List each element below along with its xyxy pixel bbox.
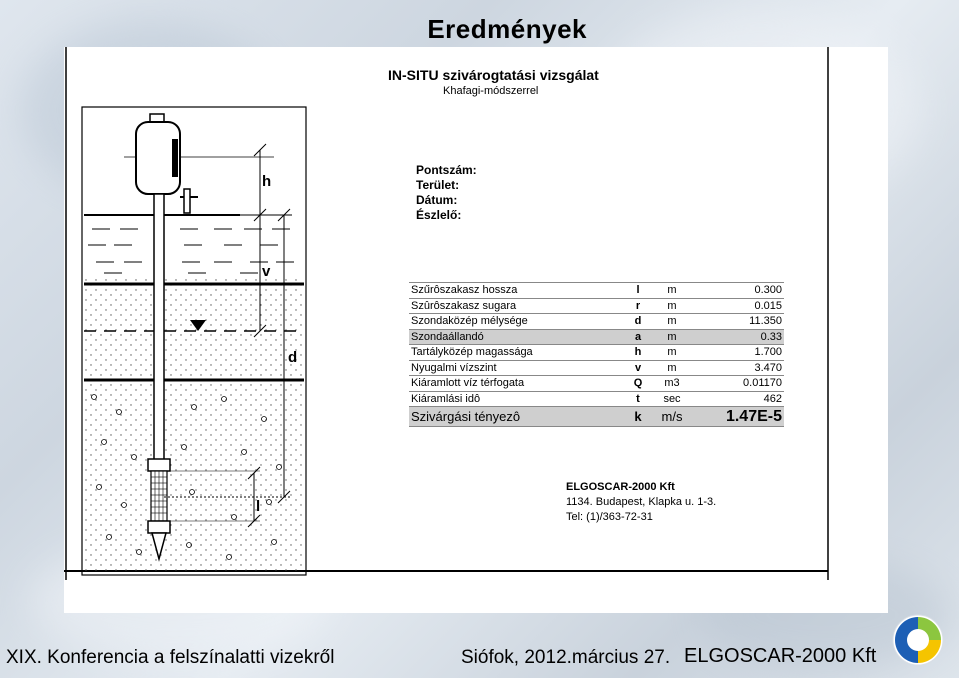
footer-conference: XIX. Konferencia a felszínalatti vizekről [6,647,335,668]
table-row [409,329,784,345]
tank-valve [184,189,190,213]
param-value: 0.300 [694,283,784,299]
meta-point: Pontszám: [416,163,477,177]
param-name: Nyugalmi vízszint [409,360,626,376]
param-value: 0.33 [694,329,784,345]
result-row [409,407,784,427]
lower-packer [148,521,170,533]
param-unit: sec [650,391,694,407]
company-address: 1134. Budapest, Klapka u. 1-3. [566,496,717,508]
diagram-label-h: h [262,173,272,190]
report-title: IN-SITU szivárogtatási vizsgálat [388,67,599,83]
result-unit: m/s [650,407,694,427]
diagram-label-d: d [288,349,298,366]
table-row [409,314,784,330]
param-symbol: v [626,360,650,376]
param-name: Szűrôszakasz hossza [409,283,626,299]
param-unit: m [650,314,694,330]
tank-cap [150,114,164,122]
company-phone: Tel: (1)/363-72-31 [566,511,653,523]
param-value: 462 [694,391,784,407]
param-unit: m [650,298,694,314]
table-row [409,376,784,392]
company-name: ELGOSCAR-2000 Kft [566,481,675,493]
param-value: 11.350 [694,314,784,330]
table-row [409,360,784,376]
param-value: 0.015 [694,298,784,314]
param-symbol: d [626,314,650,330]
table-row [409,345,784,361]
param-name: Szûrôszakasz sugara [409,298,626,314]
footer-place-date: Siófok, 2012.március 27. [461,647,671,668]
param-unit: m [650,360,694,376]
probe-pipe [154,194,164,460]
param-name: Kiáramlott víz térfogata [409,376,626,392]
diagram-label-l: l [256,498,261,515]
param-name: Kiáramlási idô [409,391,626,407]
table-row [409,391,784,407]
footer-company: ELGOSCAR-2000 Kft [684,645,877,667]
water-zone [84,215,304,277]
param-name: Szondaközép mélysége [409,314,626,330]
meta-area: Terület: [416,178,460,192]
meta-observer: Észlelő: [416,208,462,222]
param-unit: m3 [650,376,694,392]
diagram-label-v: v [262,263,271,280]
param-symbol: l [626,283,650,299]
result-name: Szivárgási tényezô [409,407,626,427]
table-row [409,283,784,299]
param-symbol: Q [626,376,650,392]
param-symbol: h [626,345,650,361]
slide-title: Eredmények [427,14,587,44]
result-value: 1.47E-5 [694,407,784,427]
param-unit: m [650,283,694,299]
param-value: 1.700 [694,345,784,361]
report-subtitle: Khafagi-módszerrel [443,85,539,97]
meta-date: Dátum: [416,193,458,207]
param-unit: m [650,329,694,345]
param-name: Szondaállandó [409,329,626,345]
company-logo-icon [891,613,945,667]
parameter-table [409,282,784,427]
param-symbol: r [626,298,650,314]
param-symbol: t [626,391,650,407]
param-value: 0.01170 [694,376,784,392]
param-value: 3.470 [694,360,784,376]
param-unit: m [650,345,694,361]
upper-packer [148,459,170,471]
tank-gauge [172,139,178,177]
result-symbol: k [626,407,650,427]
table-row [409,298,784,314]
report-sheet [64,47,888,613]
param-symbol: a [626,329,650,345]
param-name: Tartályközép magassága [409,345,626,361]
